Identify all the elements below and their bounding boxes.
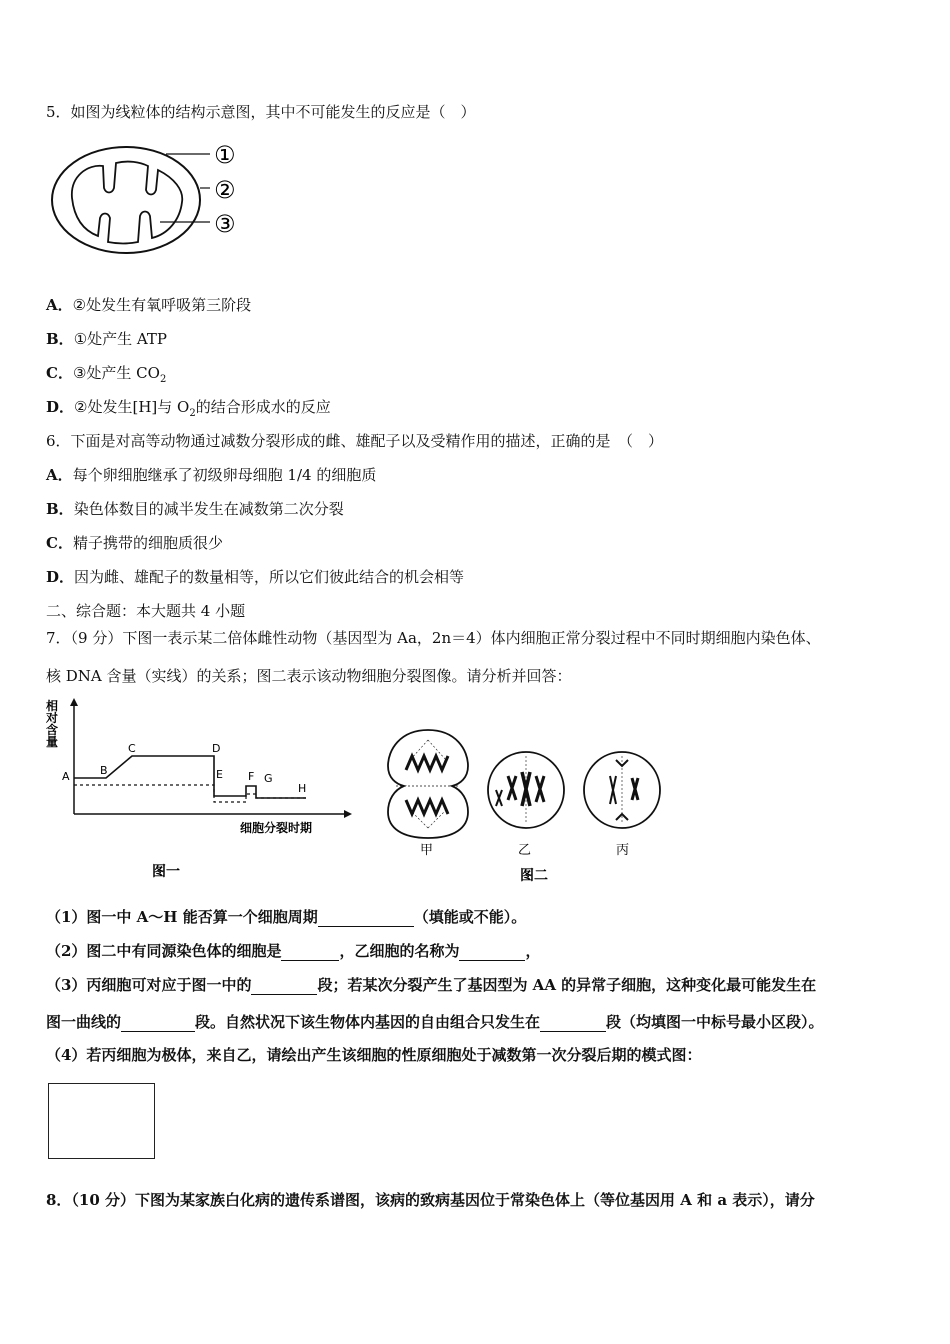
y-label-char: 量 [46,735,59,749]
point-label: C [128,742,136,755]
label-1: ① [214,141,236,169]
label-2: ② [214,176,236,204]
cell-label: 丙 [616,843,630,858]
section-2-heading: 二、综合题：本大题共 4 小题 [46,602,246,620]
q7-sub1: （1）图一中 A～H 能否算一个细胞周期 （填能或不能）。 [46,908,527,926]
q7-sub3-line1: （3）丙细胞可对应于图一中的 段；若某次分裂产生了基因型为 AA 的异常子细胞，这种变化最可能发生在 [46,976,817,994]
answer-blank[interactable] [251,978,317,995]
q6-option-d[interactable]: D．因为雌、雄配子的数量相等，所以它们彼此结合的机会相等 [46,568,465,586]
q6-stem: 6．下面是对高等动物通过减数分裂形成的雌、雄配子以及受精作用的描述，正确的是 （ ） [46,432,664,450]
point-label: G [264,772,273,785]
point-label: E [216,768,223,781]
q7-sub3-line2: 图一曲线的 段。自然状况下该生物体内基因的自由组合只发生在 段（均填图一中标号最小区段）。 [46,1013,824,1031]
answer-blank[interactable] [281,944,339,961]
q5-option-d[interactable]: D．②处发生[H]与 $O_2$的结合形成水的反应 [46,398,331,419]
point-label: F [248,770,255,783]
label-3: ③ [214,210,236,238]
q5-option-c[interactable]: C．③处产生 $CO_2$ [46,364,167,385]
q7-stem-line1: 7．（9 分）下图一表示某二倍体雌性动物（基因型为 Aa，2n＝4）体内细胞正常分裂过程中不同时期细胞内染色体、 [46,629,821,647]
q5-option-b[interactable]: B．①处产生 ATP [46,330,168,348]
q6-option-b[interactable]: B．染色体数目的减半发生在减数第二次分裂 [46,500,344,518]
answer-blank[interactable] [121,1015,195,1032]
x-axis-label: 细胞分裂时期 [240,821,313,835]
q7-sub2: （2）图二中有同源染色体的细胞是 ，乙细胞的名称为 ， [46,942,541,960]
figure-1-caption: 图一 [152,864,180,880]
figure-2-caption: 图二 [520,868,548,884]
q7-sub4: （4）若丙细胞为极体，来自乙，请绘出产生该细胞的性原细胞处于减数第一次分裂后期的模式图： [46,1046,702,1064]
q8-stem: 8．（10 分）下图为某家族白化病的遗传系谱图，该病的致病基因位于常染色体上（等位基因用 A 和 a 表示），请分 [46,1191,815,1209]
answer-blank[interactable] [540,1015,606,1032]
q7-stem-line2: 核 DNA 含量（实线）的关系；图二表示该动物细胞分裂图像。请分析并回答： [46,667,572,685]
cell-label: 甲 [420,843,434,858]
answer-blank[interactable] [459,944,525,961]
point-label: A [62,770,70,783]
cell-label: 乙 [518,843,532,858]
y-label-char: 相 [46,699,59,713]
q5-stem: 5．如图为线粒体的结构示意图，其中不可能发生的反应是（ ） [46,103,476,121]
q5-option-a[interactable]: A．②处发生有氧呼吸第三阶段 [46,296,252,314]
answer-blank[interactable] [318,910,414,927]
point-label: H [298,782,307,795]
point-label: D [212,742,221,755]
y-label-char: 含 [46,723,59,737]
figure-1-graph [44,694,364,884]
mitochondria-diagram [48,138,248,263]
point-label: B [100,764,108,777]
drawing-answer-box[interactable] [48,1083,155,1159]
y-label-char: 对 [46,711,59,725]
figure-2-cells [380,720,680,886]
q6-option-a[interactable]: A．每个卵细胞继承了初级卵母细胞 1/4 的细胞质 [46,466,377,484]
q6-option-c[interactable]: C．精子携带的细胞质很少 [46,534,223,552]
